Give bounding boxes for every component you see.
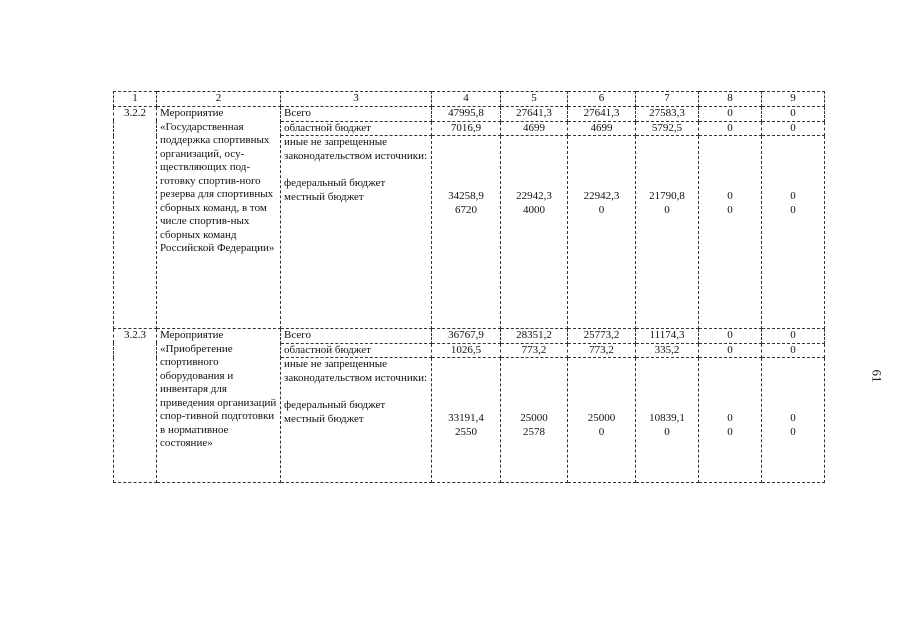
value-cell: 25000 <box>520 412 548 424</box>
value-cell: 0 <box>727 203 733 216</box>
value-block <box>501 358 568 483</box>
value-cell: 0 <box>727 425 733 438</box>
header-cell: 7 <box>636 92 699 107</box>
source-label: областной бюджет <box>281 121 432 136</box>
table-header-row <box>114 92 825 107</box>
value-cell: 773,2 <box>501 343 568 358</box>
value-cell: 6720 <box>455 203 477 216</box>
value-cell: 28351,2 <box>501 329 568 344</box>
table-row <box>114 329 825 344</box>
value-block <box>636 358 699 483</box>
row-number: 3.2.2 <box>114 107 157 329</box>
value-block <box>636 136 699 329</box>
value-cell: 22942,3 <box>583 190 620 202</box>
value-cell: 0 <box>699 329 762 344</box>
header-cell: 2 <box>157 92 281 107</box>
value-cell: 34258,9 <box>448 190 484 202</box>
source-label: федеральный бюджет <box>284 399 386 411</box>
value-block <box>699 136 762 329</box>
value-cell: 1026,5 <box>432 343 501 358</box>
source-label: иные не запрещенные законодательством источники: <box>284 358 428 384</box>
header-cell: 9 <box>762 92 825 107</box>
source-block <box>281 136 432 329</box>
value-cell: 0 <box>664 425 670 438</box>
source-label: областной бюджет <box>281 343 432 358</box>
source-label: иные не запрещенные законодательством источники: <box>284 136 428 162</box>
value-cell: 0 <box>664 203 670 216</box>
value-cell: 0 <box>790 412 796 424</box>
value-cell: 773,2 <box>568 343 636 358</box>
value-cell: 21790,8 <box>649 190 685 202</box>
value-cell: 335,2 <box>636 343 699 358</box>
value-cell: 0 <box>727 190 733 202</box>
value-cell: 0 <box>790 190 796 202</box>
value-cell: 10839,1 <box>649 412 685 424</box>
header-cell: 3 <box>281 92 432 107</box>
value-cell: 7016,9 <box>432 121 501 136</box>
value-cell: 2578 <box>523 425 545 438</box>
value-block <box>762 136 825 329</box>
header-cell: 4 <box>432 92 501 107</box>
value-cell: 0 <box>762 329 825 344</box>
value-cell: 4699 <box>501 121 568 136</box>
page-number: 61 <box>869 369 885 383</box>
value-cell: 0 <box>699 121 762 136</box>
value-block <box>762 358 825 483</box>
value-block <box>432 358 501 483</box>
row-number: 3.2.3 <box>114 329 157 483</box>
value-cell: 0 <box>762 107 825 122</box>
budget-table <box>113 91 825 483</box>
source-label: федеральный бюджет <box>284 177 386 189</box>
value-cell: 0 <box>762 343 825 358</box>
value-cell: 0 <box>699 343 762 358</box>
value-cell: 0 <box>727 412 733 424</box>
value-cell: 0 <box>762 121 825 136</box>
value-cell: 27583,3 <box>636 107 699 122</box>
value-cell: 11174,3 <box>636 329 699 344</box>
value-cell: 27641,3 <box>568 107 636 122</box>
table-row <box>114 107 825 122</box>
value-cell: 2550 <box>455 425 477 438</box>
value-cell: 47995,8 <box>432 107 501 122</box>
header-cell: 8 <box>699 92 762 107</box>
measure-title: Мероприятие «Государственная поддержка спортивных организаций, осу-ществляющих под-готовку спортив-ного резерва для спортивных сборных команд, в том числе спортив-ных сборных команд Российской Федерации» <box>157 107 281 329</box>
source-label: Всего <box>281 329 432 344</box>
value-cell: 0 <box>598 203 605 216</box>
value-block <box>568 358 636 483</box>
value-cell: 25773,2 <box>568 329 636 344</box>
source-block <box>281 358 432 483</box>
value-cell: 4000 <box>523 203 545 216</box>
value-cell: 0 <box>790 425 796 438</box>
value-cell: 22942,3 <box>516 190 552 202</box>
value-block <box>501 136 568 329</box>
value-block <box>568 136 636 329</box>
value-cell: 4699 <box>568 121 636 136</box>
value-cell: 33191,4 <box>448 412 484 424</box>
source-label: местный бюджет <box>284 412 364 425</box>
value-block <box>699 358 762 483</box>
value-cell: 27641,3 <box>501 107 568 122</box>
value-cell: 0 <box>790 203 796 216</box>
measure-title: Мероприятие «Приобретение спортивного оборудования и инвентаря для приведения организаций спор-тивной подготовки в нормативное состояние» <box>157 329 281 483</box>
value-cell: 36767,9 <box>432 329 501 344</box>
value-cell: 0 <box>598 425 605 438</box>
source-label: местный бюджет <box>284 190 364 203</box>
value-cell: 25000 <box>587 412 616 424</box>
value-block <box>432 136 501 329</box>
value-cell: 5792,5 <box>636 121 699 136</box>
header-cell: 5 <box>501 92 568 107</box>
source-label: Всего <box>281 107 432 122</box>
header-cell: 1 <box>114 92 157 107</box>
header-cell: 6 <box>568 92 636 107</box>
value-cell: 0 <box>699 107 762 122</box>
